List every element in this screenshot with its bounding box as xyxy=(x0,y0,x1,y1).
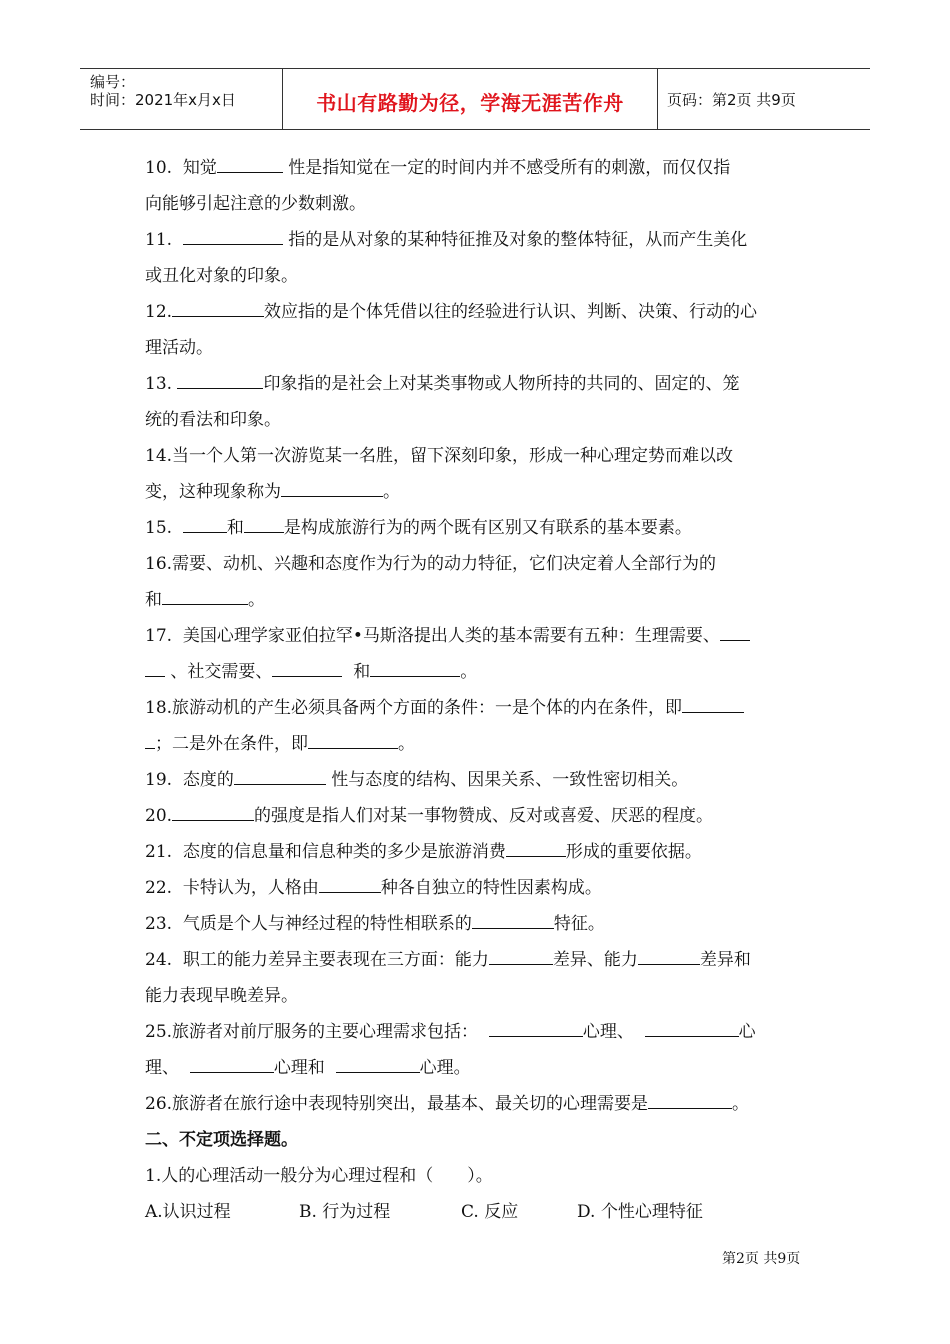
question-13: 13. 印象指的是社会上对某类事物或人物所持的共同的、固定的、笼 统的看法和印象。 xyxy=(145,366,810,438)
date-label: 时间：2021年x月x日 xyxy=(90,91,236,109)
blank xyxy=(506,838,566,857)
blank xyxy=(370,658,460,677)
blank xyxy=(308,730,398,749)
blank xyxy=(177,370,263,389)
question-19: 19. 态度的 性与态度的结构、因果关系、一致性密切相关。 xyxy=(145,762,810,798)
question-21: 21. 态度的信息量和信息种类的多少是旅游消费 形成的重要依据。 xyxy=(145,834,810,870)
header-motto-cell xyxy=(282,69,658,129)
question-26: 26.旅游者在旅行途中表现特别突出，最基本、最关切的心理需要是 。 xyxy=(145,1086,810,1122)
blank xyxy=(172,802,254,821)
page-info: 页码：第2页 共9页 xyxy=(667,91,796,109)
blank xyxy=(638,946,700,965)
blank xyxy=(244,514,284,533)
question-15: 15. 和 是构成旅游行为的两个既有区别又有联系的基本要素。 xyxy=(145,510,810,546)
question-20: 20. 的强度是指人们对某一事物赞成、反对或喜爱、厌恶的程度。 xyxy=(145,798,810,834)
page-footer: 第2页 共9页 xyxy=(722,1251,801,1267)
question-list xyxy=(145,150,810,1230)
question-18: 18.旅游动机的产生必须具备两个方面的条件：一是个体的内在条件，即 ；二是外在条件，即 。 xyxy=(145,690,810,762)
option-d: D. 个性心理特征 xyxy=(577,1202,703,1222)
question-16: 16.需要、动机、兴趣和态度作为行为的动力特征，它们决定着人全部行为的 和 。 xyxy=(145,554,717,610)
blank xyxy=(190,1054,274,1073)
blank xyxy=(281,478,383,497)
header-page-cell xyxy=(657,69,870,129)
header-meta-cell xyxy=(80,69,282,129)
blank xyxy=(472,910,554,929)
blank xyxy=(648,1090,732,1109)
option-c: C. 反应 xyxy=(461,1202,519,1222)
option-b: B. 行为过程 xyxy=(299,1202,391,1222)
blank xyxy=(172,298,264,317)
blank xyxy=(183,226,283,245)
question-14: 14.当一个人第一次游览某一名胜，留下深刻印象，形成一种心理定势而难以改 变，这种现象称为 。 xyxy=(145,446,734,502)
blank xyxy=(645,1018,739,1037)
question-23: 23. 气质是个人与神经过程的特性相联系的 特征。 xyxy=(145,906,810,942)
serial-label: 编号： xyxy=(90,73,136,91)
document-header xyxy=(80,68,870,130)
question-10: 10. 知觉 性是指知觉在一定的时间内并不感受所有的刺激，而仅仅指 向能够引起注意的少数刺激。 xyxy=(145,150,810,222)
question-24: 24. 职工的能力差异主要表现在三方面：能力 差异、能力 差异和 能力表现早晚差异。 xyxy=(145,942,810,1014)
blank xyxy=(217,154,283,173)
choice-question-1: 1.人的心理活动一般分为心理过程和（ ）。 xyxy=(145,1166,493,1186)
blank xyxy=(682,694,744,713)
blank xyxy=(234,766,326,785)
blank xyxy=(489,946,553,965)
blank xyxy=(272,658,342,677)
blank xyxy=(145,658,165,677)
blank xyxy=(720,622,750,641)
question-17: 17. 美国心理学家亚伯拉罕•马斯洛提出人类的基本需要有五种：生理需要、 、社交需要、 和 。 xyxy=(145,618,810,690)
option-a: A.认识过程 xyxy=(145,1202,231,1222)
blank xyxy=(336,1054,420,1073)
blank xyxy=(145,730,155,749)
blank xyxy=(489,1018,583,1037)
blank xyxy=(162,586,248,605)
question-12: 12. 效应指的是个体凭借以往的经验进行认识、判断、决策、行动的心 理活动。 xyxy=(145,294,810,366)
choice-options xyxy=(145,1194,810,1230)
question-25: 25.旅游者对前厅服务的主要心理需求包括： 心理、 心 理、 心理和 心理。 xyxy=(145,1014,810,1086)
section-title: 二、不定项选择题。 xyxy=(145,1130,298,1150)
blank xyxy=(183,514,227,533)
motto: 书山有路勤为径，学海无涯苦作舟 xyxy=(316,91,624,115)
question-11: 11. 指的是从对象的某种特征推及对象的整体特征，从而产生美化 或丑化对象的印象。 xyxy=(145,222,810,294)
question-22: 22. 卡特认为，人格由 种各自独立的特性因素构成。 xyxy=(145,870,810,906)
blank xyxy=(319,874,381,893)
